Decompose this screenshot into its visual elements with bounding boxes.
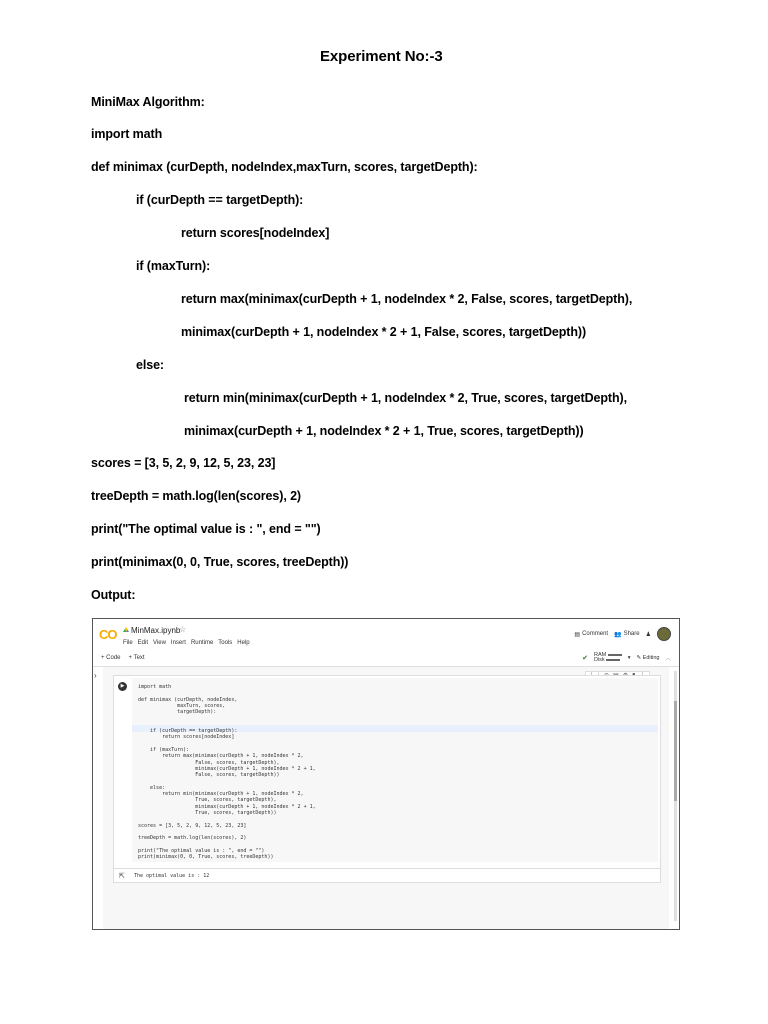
menu-item-file[interactable]: File [123,640,133,646]
run-cell-button[interactable]: ▶ [118,682,127,691]
code-line: print("The optimal value is : ", end = "") [91,522,321,536]
notebook-code-line: False, scores, targetDepth)) [138,772,280,779]
code-cell[interactable] [113,675,661,883]
code-line: def minimax (curDepth, nodeIndex,maxTurn, scores, targetDepth): [91,160,478,174]
notebook-code-line: True, scores, targetDepth), [138,797,277,804]
output-icon[interactable]: ⇱ [119,873,125,880]
menu-item-edit[interactable]: Edit [137,640,149,646]
notebook-code-line: print("The optimal value is : ", end = "") [138,847,265,854]
add-text-button[interactable]: + Text [128,655,145,661]
colab-logo: CO [99,627,117,642]
disk-label: Disk [593,657,605,663]
code-line: scores = [3, 5, 2, 9, 12, 5, 23, 23] [91,456,276,470]
notebook-code-line: import math [138,684,172,690]
cell-output [114,868,660,883]
ram-disk-indicator[interactable] [594,653,622,663]
notebook-code-line: return scores[nodeIndex] [138,734,235,741]
notebook-code-line: if (curDepth == targetDepth): [138,728,238,735]
code-line: import math [91,127,163,141]
menu-item-insert[interactable]: Insert [170,640,186,646]
notebook-code-line: targetDepth): [138,709,217,716]
notebook-code-line: return max(minimax(curDepth + 1, nodeIndex * 2, [138,753,304,760]
code-line: return scores[nodeIndex] [181,226,330,240]
notebook-filename[interactable]: MinMax.ipynb [131,626,181,635]
drive-icon [123,627,129,633]
colab-screenshot [92,618,680,930]
editing-label: Editing [642,655,660,661]
notebook-code-line: maxTurn, scores, [138,702,226,709]
notebook-code-line: if (maxTurn): [138,747,190,753]
share-icon: 👥 [614,631,622,638]
code-line: minimax(curDepth + 1, nodeIndex * 2 + 1, False, scores, targetDepth)) [181,325,587,339]
comment-label: Comment [582,631,609,637]
code-line: if (maxTurn): [136,259,211,273]
notebook-code-line: else: [138,784,166,791]
output-heading: Output: [91,588,136,602]
code-line: print(minimax(0, 0, True, scores, treeDepth)) [91,555,349,569]
notebook-code-line: treeDepth = math.log(len(scores), 2) [138,835,247,842]
menu-item-tools[interactable]: Tools [218,640,233,646]
scrollbar[interactable] [674,671,677,921]
user-icon[interactable]: ♟ [645,631,651,638]
code-line: if (curDepth == targetDepth): [136,193,304,207]
notebook-code-line: print(minimax(0, 0, True, scores, treeDepth)) [138,854,274,861]
notebook-code-line: minimax(curDepth + 1, nodeIndex * 2 + 1, [138,765,316,772]
header-actions [574,627,671,641]
chevron-down-icon[interactable]: ▾ [627,655,631,661]
share-button[interactable] [614,631,640,638]
code-line: return min(minimax(curDepth + 1, nodeIndex * 2, True, scores, targetDepth), [184,391,627,405]
page-title: Experiment No:-3 [320,48,443,65]
menu-item-help[interactable]: Help [237,640,250,646]
notebook-code-line: False, scores, targetDepth), [138,759,280,766]
menu-item-view[interactable]: View [153,640,166,646]
comment-button[interactable] [574,631,608,638]
code-line: else: [136,358,164,372]
notebook-code-line: scores = [3, 5, 2, 9, 12, 5, 23, 23] [138,822,247,829]
comment-icon: ▤ [574,631,581,638]
add-code-button[interactable]: + Code [101,655,121,661]
connected-check-icon: ✔ [582,655,588,662]
menu-bar [123,640,250,646]
colab-header [93,619,679,651]
editing-button[interactable]: ✎ Editing [636,655,660,661]
code-line: treeDepth = math.log(len(scores), 2) [91,489,301,503]
star-icon[interactable]: ☆ [179,625,187,634]
menu-item-runtime[interactable]: Runtime [190,640,214,646]
ram-label: RAM [593,652,607,658]
section-heading: MiniMax Algorithm: [91,95,205,109]
notebook-code-line: return min(minimax(curDepth + 1, nodeIndex * 2, [138,791,304,798]
code-line: return max(minimax(curDepth + 1, nodeIndex * 2, False, scores, targetDepth), [181,292,633,306]
avatar[interactable] [657,627,671,641]
notebook-code-line: True, scores, targetDepth)) [138,810,277,816]
share-label: Share [623,631,640,637]
collapse-header-icon[interactable]: ︿ [665,656,671,662]
notebook-code-line: minimax(curDepth + 1, nodeIndex * 2 + 1, [138,803,316,810]
output-text: The optimal value is : 12 [134,873,210,879]
code-line: minimax(curDepth + 1, nodeIndex * 2 + 1, True, scores, targetDepth)) [184,424,584,438]
notebook-code-line: def minimax (curDepth, nodeIndex, [138,696,238,703]
colab-toolbar [93,652,679,667]
code-editor[interactable] [132,678,658,862]
sidebar-toggle-icon[interactable]: › [94,671,97,680]
